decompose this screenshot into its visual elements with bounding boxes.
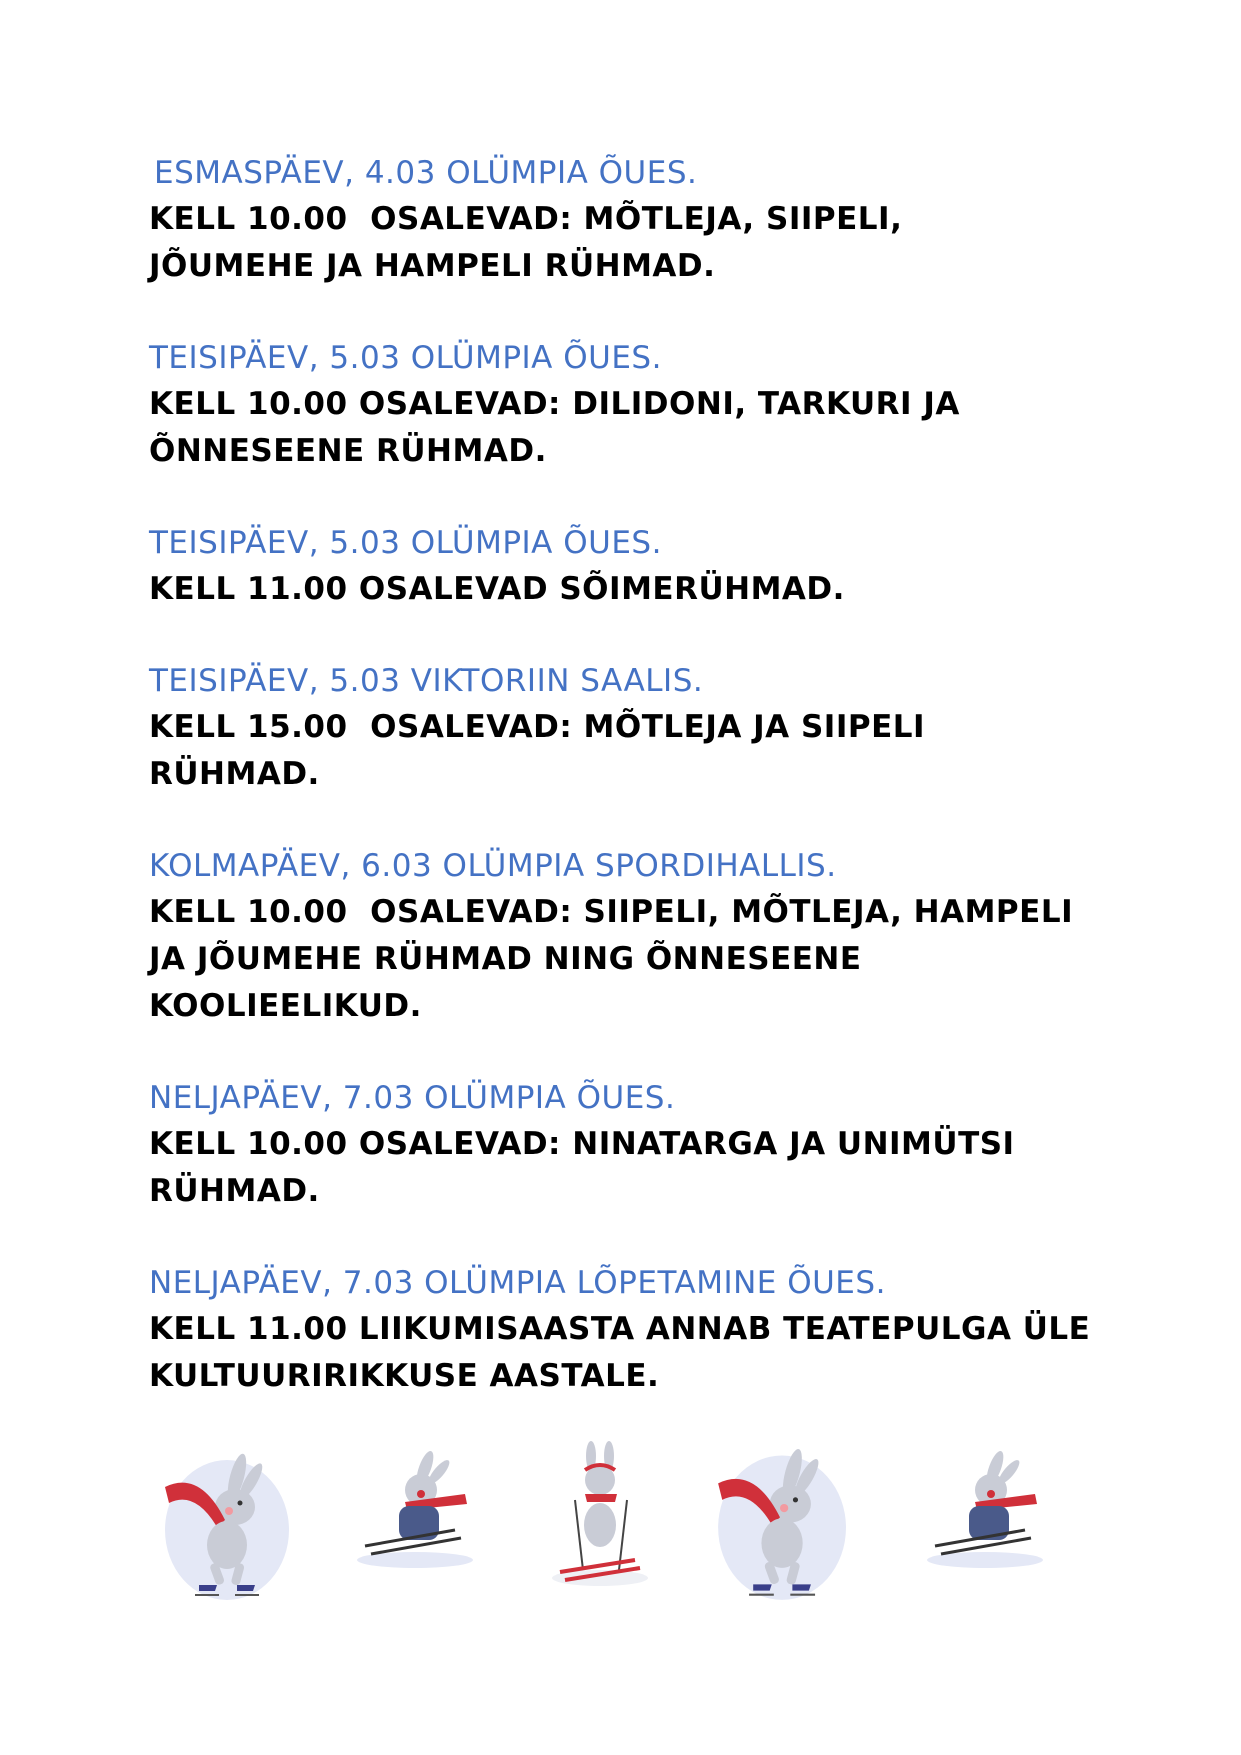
event-title: NELJAPÄEV, 7.03 OLÜMPIA ÕUES.	[149, 1080, 676, 1116]
event-title: KOLMAPÄEV, 6.03 OLÜMPIA SPORDIHALLIS.	[149, 848, 837, 884]
sledding-bunny-icon	[925, 1450, 1055, 1580]
sledding-bunny-icon	[355, 1450, 485, 1580]
event-block	[149, 843, 1149, 1030]
skiing-bunny-icon	[545, 1440, 655, 1590]
event-title: TEISIPÄEV, 5.03 OLÜMPIA ÕUES.	[149, 340, 662, 376]
event-detail: RÜHMAD.	[149, 756, 320, 792]
illustration-row	[0, 1440, 1241, 1620]
event-detail: KELL 10.00 OSALEVAD: NINATARGA JA UNIMÜTSI	[149, 1126, 1015, 1162]
event-detail: KULTUURIRIKKUSE AASTALE.	[149, 1358, 660, 1394]
event-block	[149, 1260, 1149, 1400]
event-schedule	[149, 150, 1149, 1445]
event-title: NELJAPÄEV, 7.03 OLÜMPIA LÕPETAMINE ÕUES.	[149, 1265, 886, 1301]
event-title: TEISIPÄEV, 5.03 OLÜMPIA ÕUES.	[149, 525, 662, 561]
event-detail: ÕNNESEENE RÜHMAD.	[149, 433, 547, 469]
event-detail: KELL 10.00 OSALEVAD: DILIDONI, TARKURI JA	[149, 386, 960, 422]
event-detail: JÕUMEHE JA HAMPELI RÜHMAD.	[149, 248, 716, 284]
event-block	[149, 1075, 1149, 1215]
event-detail: KELL 10.00 OSALEVAD: MÕTLEJA, SIIPELI,	[149, 201, 903, 237]
event-block	[149, 335, 1149, 475]
event-detail: KELL 11.00 LIIKUMISAASTA ANNAB TEATEPULGA ÜLE	[149, 1311, 1091, 1347]
event-title: TEISIPÄEV, 5.03 VIKTORIIN SAALIS.	[149, 663, 704, 699]
event-title: ESMASPÄEV, 4.03 OLÜMPIA ÕUES.	[154, 155, 698, 191]
skating-bunny-icon	[705, 1440, 855, 1605]
event-detail: KELL 10.00 OSALEVAD: SIIPELI, MÕTLEJA, HAMPELI	[149, 894, 1074, 930]
event-detail: KELL 11.00 OSALEVAD SÕIMERÜHMAD.	[149, 571, 845, 607]
skating-bunny-icon	[155, 1445, 295, 1605]
event-detail: KELL 15.00 OSALEVAD: MÕTLEJA JA SIIPELI	[149, 709, 926, 745]
event-block	[149, 520, 1149, 613]
event-detail: JA JÕUMEHE RÜHMAD NING ÕNNESEENE	[149, 941, 862, 977]
event-detail: KOOLIEELIKUD.	[149, 988, 422, 1024]
event-detail: RÜHMAD.	[149, 1173, 320, 1209]
event-block	[149, 150, 1149, 290]
event-block	[149, 658, 1149, 798]
